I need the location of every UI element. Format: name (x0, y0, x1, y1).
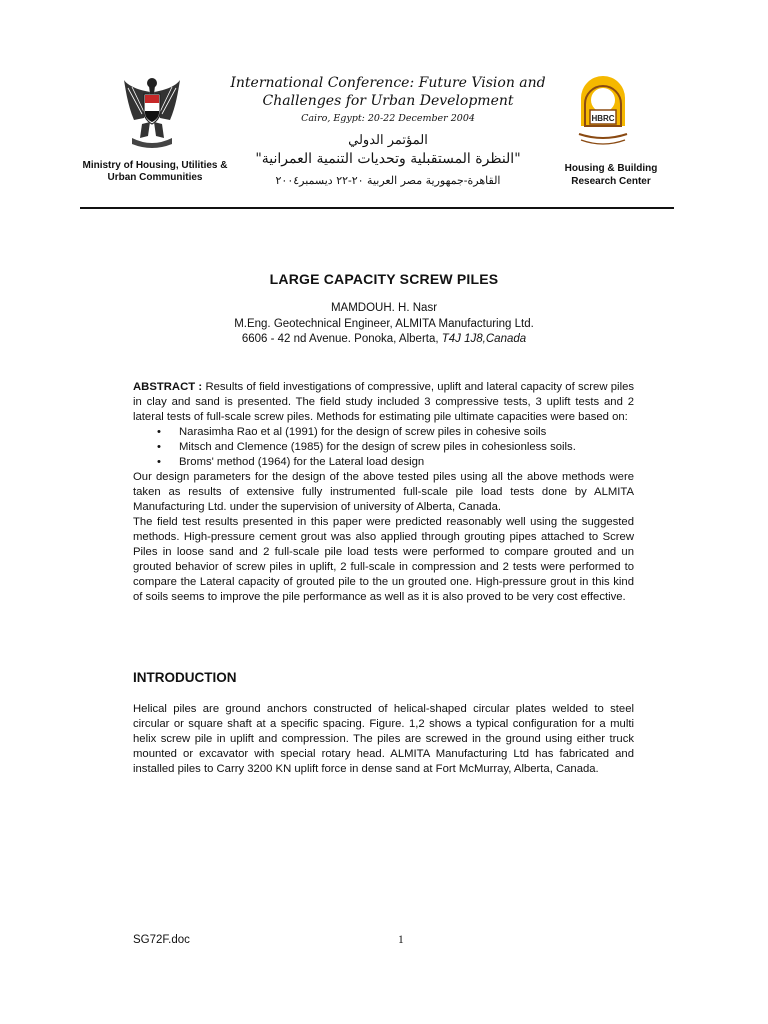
hbrc-name: Housing & Building Research Center (564, 163, 658, 187)
list-item-text: Broms' method (1964) for the Lateral load design (179, 456, 425, 468)
introduction-paragraph: Helical piles are ground anchors constructed of helical-shaped circular plates welded to steel circular or square shaft at a specific spacing. Figure. 1,2 shows a typical configuration for a multi helix screw pile in uplift and compression. The piles are screwed in the ground using either truck mounted or excavator with special rotary head. ALMITA Manufacturing Ltd has fabricated and installed piles to Carry 3200 KN uplift force in dense sand at Fort McMurray, Alberta, Canada. (133, 703, 634, 775)
ministry-name: Ministry of Housing, Utilities & Urban Communities (82, 160, 228, 183)
introduction-heading: INTRODUCTION (133, 670, 237, 685)
bullet-icon: • (157, 426, 161, 438)
abstract-intro: Results of field investigations of compressive, uplift and lateral capacity of screw piles in clay and sand is presented. The field study included 3 compressive tests, 3 uplift tests and 2 lateral tests of full-scale screw piles. Methods for estimating pile ultimate capacities were based on: (133, 381, 635, 423)
author-address: 6606 - 42 nd Avenue. Ponoka, Alberta, (241, 333, 439, 345)
abstract-label: ABSTRACT : (133, 381, 203, 393)
abstract-paragraph-3: The field test results presented in this paper were predicted reasonably well using the suggested methods. High-pressure cement grout was also applied through grouting pipes attached to Screw Piles in loose sand and 2 full-scale pile load tests were performed to compare grouted and un grouted behavior of screw piles in uplift, 2 full-scale in compression and 2 tests were performed to compare the Lateral capacity of grouted pile to the un grouted one. High-pressure grout in this kind of soils seems to improve the pile performance as well as it is also proved to be very cost effective. (133, 516, 634, 603)
footer-doc-name: SG72F.doc (133, 934, 190, 946)
header-divider (80, 207, 674, 209)
abstract-section (133, 380, 634, 605)
conference-date: Cairo, Egypt: 20-22 December 2004 (301, 113, 475, 124)
conference-title-line1: International Conference: Future Vision and (230, 75, 546, 91)
list-item-text: Narasimha Rao et al (1991) for the design of screw piles in cohesive soils (179, 426, 547, 438)
author-postal: T4J 1J8,Canada (441, 333, 527, 345)
list-item (133, 425, 634, 440)
list-item-text: Mitsch and Clemence (1985) for the design of screw piles in cohesionless soils. (179, 441, 576, 453)
conference-arabic-date: القاهرة-جمهورية مصر العربية ٢٠-٢٢ ديسمبر٢٠٠٤ (275, 174, 501, 187)
abstract-method-list (133, 425, 634, 470)
bullet-icon: • (157, 441, 161, 453)
author-address-line (80, 332, 688, 348)
hbrc-logo-label: HBRC (591, 114, 615, 123)
author-block (80, 301, 688, 348)
abstract-intro-paragraph (133, 380, 634, 425)
bullet-icon: • (157, 456, 161, 468)
author-affiliation: M.Eng. Geotechnical Engineer, ALMITA Manufacturing Ltd. (234, 317, 534, 330)
conference-arabic-subtitle: "النظرة المستقبلية وتحديات التنمية العمرانية" (255, 151, 521, 167)
conference-title-line2: Challenges for Urban Development (262, 93, 514, 109)
egypt-eagle-emblem-icon (120, 74, 184, 152)
page-number: 1 (398, 934, 404, 946)
conference-info (230, 74, 546, 190)
hbrc-logo-icon (577, 76, 629, 146)
list-item (133, 440, 634, 455)
list-item (133, 455, 634, 470)
conference-header (80, 70, 674, 208)
abstract-paragraph-2: Our design parameters for the design of the above tested piles using all the above methods were taken as results of extensive fully instrumented full-scale pile load tests done by ALMITA Manufacturing Ltd. under the supervision of university of Alberta, Canada. (133, 471, 634, 513)
author-name: MAMDOUH. H. Nasr (330, 302, 438, 314)
paper-title: LARGE CAPACITY SCREW PILES (269, 271, 499, 287)
conference-arabic-title: المؤتمر الدولي (348, 133, 428, 148)
